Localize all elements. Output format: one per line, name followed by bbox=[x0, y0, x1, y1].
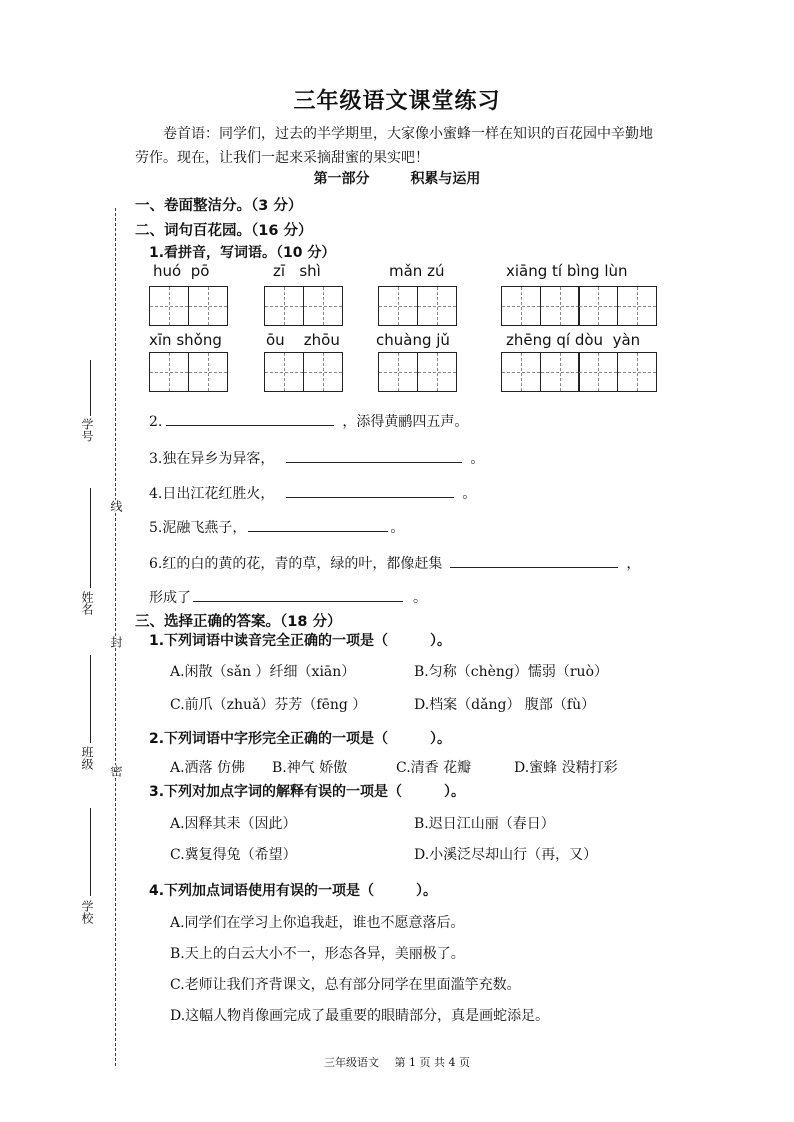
part-label: 第一部分 bbox=[313, 171, 370, 187]
pinyin-7: chuàng jǔ bbox=[376, 331, 450, 349]
question-6-cont: 形成了 。 bbox=[149, 585, 427, 607]
page-footer bbox=[0, 1054, 794, 1070]
part-name: 积累与运用 bbox=[410, 171, 481, 187]
mc2-stem: 2.下列词语中字形完全正确的一项是（ ）。 bbox=[149, 731, 452, 747]
answer-blank[interactable] bbox=[286, 446, 462, 463]
school-blank[interactable] bbox=[90, 808, 91, 896]
mc1-option-b[interactable]: B.匀称（chèng）懦弱（ruò） bbox=[414, 664, 608, 680]
pinyin-8: zhēng qí dòu yàn bbox=[506, 331, 641, 349]
pinyin-6: ōu zhōu bbox=[266, 331, 340, 349]
page-title: 三年级语文课堂练习 bbox=[293, 89, 501, 114]
seal-line-char: 线 bbox=[109, 500, 123, 512]
seal-mi-char: 密 bbox=[109, 765, 123, 777]
char-box-group[interactable] bbox=[149, 286, 228, 326]
section-2-heading: 二、词句百花园。（16 分） bbox=[135, 223, 313, 239]
pinyin-4: xiāng tí bìng lùn bbox=[506, 262, 628, 280]
char-box-group[interactable] bbox=[378, 352, 457, 392]
footer-page-number: 第 1 页 共 4 页 bbox=[394, 1056, 470, 1069]
mc4-option-c[interactable]: C.老师让我们齐背课文，总有部分同学在里面滥竽充数。 bbox=[170, 977, 521, 993]
footer-subject: 三年级语文 bbox=[324, 1056, 379, 1069]
char-box-group[interactable] bbox=[149, 352, 228, 392]
mc4-option-b[interactable]: B.天上的白云大小不一，形态各异，美丽极了。 bbox=[170, 946, 465, 962]
answer-blank[interactable] bbox=[286, 481, 454, 498]
mc1-option-d[interactable]: D.档案（dǎng） 腹部（fù） bbox=[414, 697, 596, 713]
mc2-option-d[interactable]: D.蜜蜂 没精打彩 bbox=[514, 760, 618, 776]
name-blank[interactable] bbox=[90, 488, 91, 588]
mc4-option-a[interactable]: A.同学们在学习上你追我赶，谁也不愿意落后。 bbox=[170, 915, 465, 931]
section-3-heading: 三、选择正确的答案。（18 分） bbox=[135, 614, 342, 630]
mc2-option-a[interactable]: A.洒落 仿佛 bbox=[170, 760, 246, 776]
mc1-option-c[interactable]: C.前爪（zhuǎ）芬芳（fēng ） bbox=[170, 697, 367, 713]
char-box-group[interactable] bbox=[501, 352, 657, 392]
pinyin-1: huó pō bbox=[153, 262, 210, 280]
pinyin-5: xīn shǒng bbox=[149, 331, 222, 349]
mc2-option-c[interactable]: C.清香 花瓣 bbox=[396, 760, 472, 776]
question-3: 3.独在异乡为异客， 。 bbox=[149, 446, 484, 468]
question-4: 4.日出江花红胜火， 。 bbox=[149, 481, 476, 503]
mc3-stem: 3.下列对加点字词的解释有误的一项是（ ）。 bbox=[149, 784, 466, 800]
name-label: 姓名 bbox=[80, 591, 94, 615]
section-1-heading: 一、卷面整洁分。（3 分） bbox=[135, 198, 303, 214]
mc1-option-a[interactable]: A.闲散（sǎn ）纤细（xiān） bbox=[170, 664, 356, 680]
char-box-group[interactable] bbox=[264, 286, 343, 326]
question-6: 6.红的白的黄的花，青的草，绿的叶，都像赶集 ， bbox=[149, 551, 640, 573]
student-id-label: 学号 bbox=[80, 418, 94, 442]
answer-blank[interactable] bbox=[193, 585, 403, 602]
question-5: 5.泥融飞燕子， 。 bbox=[149, 515, 404, 537]
class-blank[interactable] bbox=[90, 655, 91, 743]
pinyin-2: zī shì bbox=[273, 262, 321, 280]
question-1-heading: 1.看拼音，写词语。（10 分） bbox=[149, 245, 336, 261]
part-heading bbox=[0, 168, 794, 188]
preface: 卷首语：同学们，过去的半学期里，大家像小蜜蜂一样在知识的百花园中辛勤地劳作。现在，让我们一起来采摘甜蜜的果实吧！ bbox=[135, 126, 653, 166]
mc2-option-b[interactable]: B.神气 娇傲 bbox=[272, 760, 348, 776]
mc3-option-b[interactable]: B.迟日江山丽（春日） bbox=[414, 816, 555, 832]
question-2: 2. ，添得黄鹂四五声。 bbox=[149, 409, 468, 431]
char-box-group[interactable] bbox=[264, 352, 343, 392]
class-label: 班级 bbox=[80, 746, 94, 770]
mc1-stem: 1.下列词语中读音完全正确的一项是（ ）。 bbox=[149, 633, 452, 649]
pinyin-3: mǎn zú bbox=[389, 262, 445, 280]
mc3-option-a[interactable]: A.因释其耒（因此） bbox=[170, 816, 297, 832]
char-box-group[interactable] bbox=[378, 286, 457, 326]
answer-blank[interactable] bbox=[248, 515, 388, 532]
mc4-stem: 4.下列加点词语使用有误的一项是（ ）。 bbox=[149, 883, 438, 899]
mc4-option-d[interactable]: D.这幅人物肖像画完成了最重要的眼睛部分，真是画蛇添足。 bbox=[170, 1008, 550, 1024]
student-id-blank[interactable] bbox=[90, 360, 91, 416]
mc3-option-c[interactable]: C.冀复得兔（希望） bbox=[170, 847, 297, 863]
mc3-option-d[interactable]: D.小溪泛尽却山行（再，又） bbox=[414, 847, 598, 863]
answer-blank[interactable] bbox=[166, 409, 334, 426]
school-label: 学校 bbox=[80, 900, 94, 924]
char-box-group[interactable] bbox=[501, 286, 657, 326]
seal-feng-char: 封 bbox=[109, 636, 123, 648]
answer-blank[interactable] bbox=[450, 551, 618, 568]
